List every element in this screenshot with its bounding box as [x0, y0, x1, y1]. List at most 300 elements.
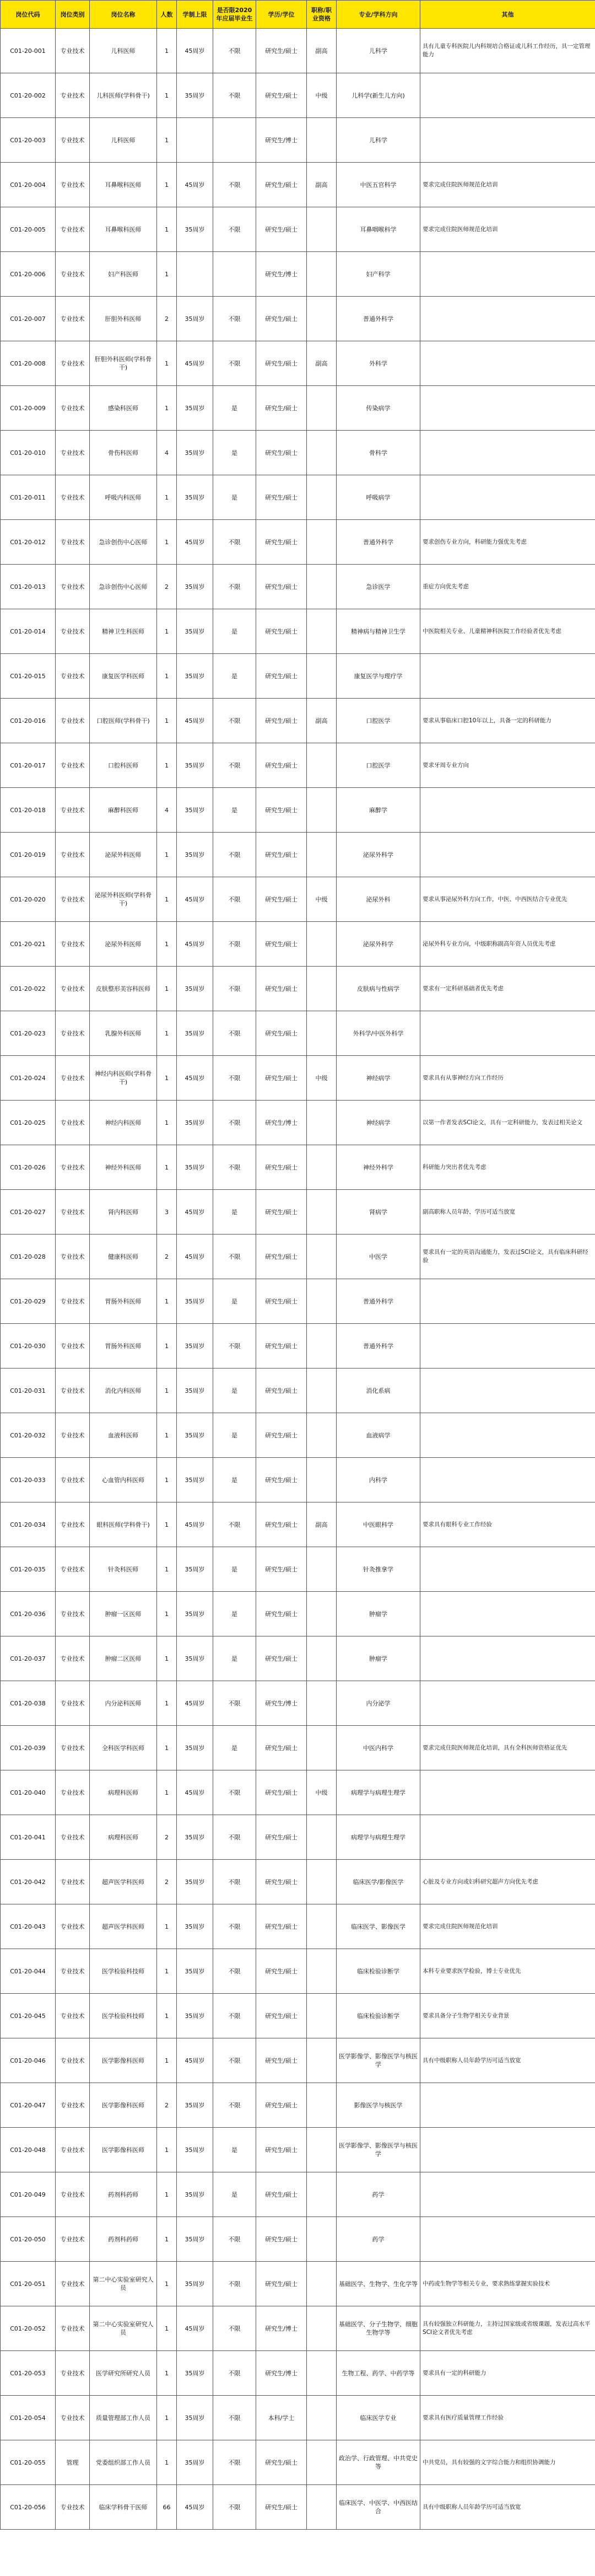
- cell-other: [420, 431, 595, 475]
- cell-major: 肿瘤学: [337, 1592, 420, 1636]
- cell-type: 专业技术: [56, 1815, 90, 1860]
- cell-other: 具有中级职称人员年龄学历可适当放宽: [420, 2038, 595, 2083]
- table-row: [1, 520, 595, 565]
- cell-degree: 研究生/硕士: [256, 1011, 307, 1056]
- cell-count: 1: [157, 1368, 177, 1413]
- cell-count: 1: [157, 1547, 177, 1592]
- cell-major: 急诊医学: [337, 565, 420, 609]
- cell-other: 要求具有一定的英语沟通能力，发表过SCI论文，具有临床科研经验: [420, 1235, 595, 1279]
- cell-degree: 研究生/硕士: [256, 2083, 307, 2128]
- cell-count: 1: [157, 2440, 177, 2485]
- cell-degree: 研究生/博士: [256, 118, 307, 163]
- cell-graduate: 不限: [213, 2485, 256, 2530]
- table-row: [1, 1681, 595, 1726]
- cell-degree: 研究生/硕士: [256, 2485, 307, 2530]
- cell-age: 35周岁: [177, 1145, 213, 1190]
- cell-count: 1: [157, 1011, 177, 1056]
- cell-major: 病理学与病理生理学: [337, 1770, 420, 1815]
- cell-degree: 研究生/硕士: [256, 877, 307, 922]
- table-row: [1, 475, 595, 520]
- cell-type: 专业技术: [56, 341, 90, 386]
- cell-degree: 研究生/硕士: [256, 520, 307, 565]
- cell-count: 2: [157, 1235, 177, 1279]
- cell-name: 康复医学科医师: [90, 654, 157, 699]
- cell-degree: 研究生/硕士: [256, 1770, 307, 1815]
- cell-graduate: 是: [213, 1636, 256, 1681]
- cell-age: 35周岁: [177, 2128, 213, 2172]
- cell-age: 35周岁: [177, 2396, 213, 2440]
- cell-count: 1: [157, 163, 177, 207]
- cell-count: 66: [157, 2485, 177, 2530]
- cell-count: 1: [157, 386, 177, 431]
- cell-major: 临床检验诊断学: [337, 1994, 420, 2038]
- cell-type: 专业技术: [56, 1681, 90, 1726]
- cell-name: 党委组织部工作人员: [90, 2440, 157, 2485]
- cell-graduate: 不限: [213, 207, 256, 252]
- cell-name: 针灸科医师: [90, 1547, 157, 1592]
- table-row: [1, 877, 595, 922]
- cell-major: 药学: [337, 2217, 420, 2262]
- cell-age: 35周岁: [177, 1994, 213, 2038]
- cell-type: 专业技术: [56, 1011, 90, 1056]
- cell-degree: 研究生/硕士: [256, 743, 307, 788]
- cell-type: 专业技术: [56, 1949, 90, 1994]
- cell-title: [307, 1458, 337, 1502]
- table-row: [1, 2440, 595, 2485]
- cell-count: 1: [157, 1770, 177, 1815]
- cell-type: 专业技术: [56, 2172, 90, 2217]
- cell-count: 1: [157, 2306, 177, 2351]
- cell-other: 要求完成住院医师规范化培训: [420, 163, 595, 207]
- cell-degree: 研究生/博士: [256, 1101, 307, 1145]
- cell-type: 专业技术: [56, 386, 90, 431]
- cell-major: 血液病学: [337, 1413, 420, 1458]
- cell-code: C01-20-028: [1, 1235, 56, 1279]
- cell-type: 专业技术: [56, 2306, 90, 2351]
- cell-code: C01-20-006: [1, 252, 56, 297]
- cell-degree: 研究生/硕士: [256, 1994, 307, 2038]
- header-major: 专业/学科方向: [337, 1, 420, 29]
- cell-major: 泌尿外科学: [337, 833, 420, 877]
- cell-graduate: 不限: [213, 341, 256, 386]
- table-row: [1, 1949, 595, 1994]
- cell-age: 35周岁: [177, 1904, 213, 1949]
- cell-name: 儿科医师: [90, 118, 157, 163]
- cell-title: [307, 2306, 337, 2351]
- table-row: [1, 654, 595, 699]
- cell-name: 第二中心实验室研究人员: [90, 2306, 157, 2351]
- cell-count: 1: [157, 2172, 177, 2217]
- cell-code: C01-20-033: [1, 1458, 56, 1502]
- cell-other: 具有较强独立科研能力，主持过国家级或省级课题，发表过高水平SCI论文者优先考虑: [420, 2306, 595, 2351]
- cell-graduate: 是: [213, 654, 256, 699]
- cell-name: 神经外科医师: [90, 1145, 157, 1190]
- cell-graduate: 不限: [213, 1101, 256, 1145]
- cell-degree: 研究生/硕士: [256, 475, 307, 520]
- table-row: [1, 1994, 595, 2038]
- cell-type: 专业技术: [56, 475, 90, 520]
- cell-major: 中医五官科学: [337, 163, 420, 207]
- cell-age: 35周岁: [177, 1324, 213, 1368]
- cell-name: 肿瘤一区医师: [90, 1592, 157, 1636]
- header-count: 人数: [157, 1, 177, 29]
- cell-name: 血液科医师: [90, 1413, 157, 1458]
- cell-other: 中医院相关专业、儿童精神科医院工作经验者优先考虑: [420, 609, 595, 654]
- header-position-name: 岗位名称: [90, 1, 157, 29]
- cell-age: 35周岁: [177, 609, 213, 654]
- cell-count: 4: [157, 788, 177, 833]
- cell-graduate: 不限: [213, 1815, 256, 1860]
- cell-type: 专业技术: [56, 743, 90, 788]
- cell-name: 第二中心实验室研究人员: [90, 2262, 157, 2306]
- cell-degree: 研究生/硕士: [256, 1949, 307, 1994]
- cell-other: [420, 252, 595, 297]
- cell-degree: 研究生/硕士: [256, 1547, 307, 1592]
- cell-name: 质量管理部工作人员: [90, 2396, 157, 2440]
- cell-name: 骨伤科医师: [90, 431, 157, 475]
- cell-name: 泌尿外科医师: [90, 833, 157, 877]
- cell-other: [420, 1547, 595, 1592]
- cell-code: C01-20-023: [1, 1011, 56, 1056]
- cell-count: 1: [157, 1681, 177, 1726]
- cell-graduate: 是: [213, 475, 256, 520]
- cell-age: 35周岁: [177, 2217, 213, 2262]
- cell-title: [307, 2440, 337, 2485]
- cell-other: [420, 2217, 595, 2262]
- header-degree: 学历/学位: [256, 1, 307, 29]
- cell-degree: 研究生/硕士: [256, 163, 307, 207]
- cell-title: [307, 743, 337, 788]
- cell-type: 专业技术: [56, 1235, 90, 1279]
- cell-code: C01-20-043: [1, 1904, 56, 1949]
- cell-major: 药学: [337, 2172, 420, 2217]
- cell-degree: 研究生/博士: [256, 2351, 307, 2396]
- cell-name: 肾内科医师: [90, 1190, 157, 1235]
- cell-code: C01-20-019: [1, 833, 56, 877]
- cell-type: 专业技术: [56, 2485, 90, 2530]
- cell-other: 要求创伤专业方向，科研能力强优先考虑: [420, 520, 595, 565]
- cell-name: 胃肠外科医师: [90, 1324, 157, 1368]
- cell-code: C01-20-032: [1, 1413, 56, 1458]
- cell-name: 病理科医师: [90, 1815, 157, 1860]
- cell-age: 35周岁: [177, 1101, 213, 1145]
- table-body: [1, 29, 595, 2530]
- cell-name: 超声医学科医师: [90, 1860, 157, 1904]
- cell-degree: 研究生/硕士: [256, 1502, 307, 1547]
- cell-title: [307, 2262, 337, 2306]
- cell-degree: 研究生/硕士: [256, 2217, 307, 2262]
- cell-name: 内分泌科医师: [90, 1681, 157, 1726]
- cell-age: 45周岁: [177, 1681, 213, 1726]
- cell-major: 外科学: [337, 341, 420, 386]
- table-row: [1, 118, 595, 163]
- cell-count: 1: [157, 207, 177, 252]
- cell-count: 2: [157, 1815, 177, 1860]
- table-row: [1, 2306, 595, 2351]
- cell-other: 要求具有眼科专业工作经验: [420, 1502, 595, 1547]
- cell-code: C01-20-009: [1, 386, 56, 431]
- cell-type: 专业技术: [56, 699, 90, 743]
- cell-degree: 研究生/硕士: [256, 1190, 307, 1235]
- cell-count: 1: [157, 609, 177, 654]
- cell-graduate: 不限: [213, 2396, 256, 2440]
- table-row: [1, 2038, 595, 2083]
- cell-age: 35周岁: [177, 1547, 213, 1592]
- cell-other: [420, 2172, 595, 2217]
- cell-major: 消化系病: [337, 1368, 420, 1413]
- cell-graduate: 是: [213, 386, 256, 431]
- cell-title: [307, 1681, 337, 1726]
- cell-major: 皮肤病与性病学: [337, 967, 420, 1011]
- table-row: [1, 1547, 595, 1592]
- cell-code: C01-20-044: [1, 1949, 56, 1994]
- cell-age: 35周岁: [177, 2083, 213, 2128]
- table-row: [1, 2217, 595, 2262]
- cell-degree: 研究生/硕士: [256, 73, 307, 118]
- cell-name: 超声医学科医师: [90, 1904, 157, 1949]
- cell-major: 儿科学(新生儿方向): [337, 73, 420, 118]
- cell-degree: 研究生/硕士: [256, 1860, 307, 1904]
- cell-name: 乳腺外科医师: [90, 1011, 157, 1056]
- table-row: [1, 431, 595, 475]
- cell-count: 1: [157, 475, 177, 520]
- cell-graduate: 不限: [213, 1681, 256, 1726]
- cell-age: 35周岁: [177, 743, 213, 788]
- cell-age: 35周岁: [177, 565, 213, 609]
- cell-age: 35周岁: [177, 1726, 213, 1770]
- cell-name: 医学检验科技师: [90, 1994, 157, 2038]
- table-row: [1, 2396, 595, 2440]
- cell-title: [307, 654, 337, 699]
- cell-type: 专业技术: [56, 2038, 90, 2083]
- cell-code: C01-20-015: [1, 654, 56, 699]
- cell-name: 神经内科医师: [90, 1101, 157, 1145]
- cell-age: 35周岁: [177, 1279, 213, 1324]
- cell-title: [307, 1949, 337, 1994]
- cell-age: 35周岁: [177, 431, 213, 475]
- cell-count: 1: [157, 1994, 177, 2038]
- cell-code: C01-20-035: [1, 1547, 56, 1592]
- table-row: [1, 207, 595, 252]
- cell-name: 药剂科药师: [90, 2172, 157, 2217]
- cell-major: 儿科学: [337, 29, 420, 73]
- cell-other: 心脏及专业方向或妇科研究超声方向优先考虑: [420, 1860, 595, 1904]
- cell-title: [307, 2038, 337, 2083]
- table-row: [1, 1011, 595, 1056]
- cell-title: [307, 2351, 337, 2396]
- cell-name: 神经内科医师(学科骨干): [90, 1056, 157, 1101]
- header-position-code: 岗位代码: [1, 1, 56, 29]
- cell-title: [307, 118, 337, 163]
- cell-age: 45周岁: [177, 2038, 213, 2083]
- cell-name: 急诊创伤中心医师: [90, 565, 157, 609]
- cell-degree: 研究生/硕士: [256, 565, 307, 609]
- cell-code: C01-20-027: [1, 1190, 56, 1235]
- cell-name: 皮肤整形美容科医师: [90, 967, 157, 1011]
- header-age-limit: 学制上限: [177, 1, 213, 29]
- cell-degree: 研究生/硕士: [256, 386, 307, 431]
- cell-degree: 研究生/硕士: [256, 297, 307, 341]
- cell-name: 医学研究所研究人员: [90, 2351, 157, 2396]
- table-row: [1, 1413, 595, 1458]
- cell-code: C01-20-053: [1, 2351, 56, 2396]
- cell-major: 生物工程、药学、中药学等: [337, 2351, 420, 2396]
- cell-name: 肿瘤二区医师: [90, 1636, 157, 1681]
- cell-major: 神经病学: [337, 1056, 420, 1101]
- cell-type: 专业技术: [56, 1636, 90, 1681]
- cell-degree: 研究生/硕士: [256, 1056, 307, 1101]
- table-row: [1, 1145, 595, 1190]
- cell-name: 耳鼻喉科医师: [90, 207, 157, 252]
- cell-age: 35周岁: [177, 967, 213, 1011]
- cell-graduate: 是: [213, 1592, 256, 1636]
- cell-code: C01-20-055: [1, 2440, 56, 2485]
- cell-age: 45周岁: [177, 699, 213, 743]
- cell-graduate: 不限: [213, 922, 256, 967]
- cell-degree: 研究生/硕士: [256, 609, 307, 654]
- cell-major: 临床医学专业: [337, 2396, 420, 2440]
- cell-major: 病理学与病理生理学: [337, 1815, 420, 1860]
- cell-degree: 研究生/硕士: [256, 2172, 307, 2217]
- cell-title: [307, 833, 337, 877]
- cell-count: 1: [157, 654, 177, 699]
- cell-count: 2: [157, 565, 177, 609]
- cell-count: 1: [157, 1458, 177, 1502]
- cell-type: 专业技术: [56, 1860, 90, 1904]
- cell-type: 专业技术: [56, 609, 90, 654]
- cell-graduate: 不限: [213, 163, 256, 207]
- cell-degree: 研究生/硕士: [256, 788, 307, 833]
- cell-age: 35周岁: [177, 788, 213, 833]
- cell-title: [307, 967, 337, 1011]
- cell-type: 专业技术: [56, 1056, 90, 1101]
- cell-title: [307, 252, 337, 297]
- cell-graduate: 不限: [213, 743, 256, 788]
- cell-title: [307, 2485, 337, 2530]
- cell-age: 45周岁: [177, 877, 213, 922]
- cell-type: 专业技术: [56, 207, 90, 252]
- cell-degree: 研究生/硕士: [256, 1413, 307, 1458]
- cell-other: 本科专业要求医学检验，博士专业优先: [420, 1949, 595, 1994]
- cell-count: 1: [157, 1726, 177, 1770]
- cell-graduate: 是: [213, 2172, 256, 2217]
- table-row: [1, 29, 595, 73]
- cell-other: [420, 654, 595, 699]
- cell-degree: 研究生/硕士: [256, 654, 307, 699]
- cell-type: 专业技术: [56, 1190, 90, 1235]
- cell-other: 科研能力突出者优先考虑: [420, 1145, 595, 1190]
- cell-degree: 研究生/硕士: [256, 2440, 307, 2485]
- cell-major: 外科学/中医外科学: [337, 1011, 420, 1056]
- cell-count: 1: [157, 2038, 177, 2083]
- cell-title: [307, 609, 337, 654]
- cell-name: 妇产科医师: [90, 252, 157, 297]
- table-row: [1, 2083, 595, 2128]
- cell-major: 口腔医学: [337, 699, 420, 743]
- cell-type: 专业技术: [56, 967, 90, 1011]
- cell-title: [307, 431, 337, 475]
- cell-code: C01-20-021: [1, 922, 56, 967]
- cell-name: 肝胆外科医师: [90, 297, 157, 341]
- cell-code: C01-20-024: [1, 1056, 56, 1101]
- table-row: [1, 1458, 595, 1502]
- cell-title: [307, 2217, 337, 2262]
- cell-code: C01-20-010: [1, 431, 56, 475]
- cell-title: [307, 2396, 337, 2440]
- cell-graduate: 不限: [213, 877, 256, 922]
- table-row: [1, 2128, 595, 2172]
- cell-name: 泌尿外科医师(学科骨干): [90, 877, 157, 922]
- cell-name: 精神卫生科医师: [90, 609, 157, 654]
- cell-major: 康复医学与理疗学: [337, 654, 420, 699]
- cell-age: 45周岁: [177, 520, 213, 565]
- cell-other: [420, 118, 595, 163]
- cell-code: C01-20-031: [1, 1368, 56, 1413]
- cell-count: 1: [157, 1145, 177, 1190]
- table-row: [1, 1592, 595, 1636]
- cell-other: 要求具备分子生物学相关专业背景: [420, 1994, 595, 2038]
- cell-code: C01-20-020: [1, 877, 56, 922]
- cell-graduate: 是: [213, 2128, 256, 2172]
- table-row: [1, 2172, 595, 2217]
- cell-count: 1: [157, 1279, 177, 1324]
- cell-degree: 研究生/硕士: [256, 1324, 307, 1368]
- cell-count: 1: [157, 1949, 177, 1994]
- cell-major: 神经病学: [337, 1101, 420, 1145]
- cell-code: C01-20-012: [1, 520, 56, 565]
- cell-count: 1: [157, 1502, 177, 1547]
- header-other: 其他: [420, 1, 595, 29]
- cell-name: 医学影像科医师: [90, 2038, 157, 2083]
- cell-name: 口腔科医师: [90, 743, 157, 788]
- cell-count: 1: [157, 1904, 177, 1949]
- cell-major: 临床检验诊断学: [337, 1949, 420, 1994]
- cell-graduate: 是: [213, 1368, 256, 1413]
- cell-degree: 研究生/硕士: [256, 2038, 307, 2083]
- cell-age: 35周岁: [177, 475, 213, 520]
- cell-name: 全科医学科医师: [90, 1726, 157, 1770]
- cell-title: [307, 788, 337, 833]
- cell-type: 专业技术: [56, 1592, 90, 1636]
- cell-degree: 研究生/博士: [256, 252, 307, 297]
- cell-major: 针灸推拿学: [337, 1547, 420, 1592]
- cell-title: [307, 1726, 337, 1770]
- cell-age: 45周岁: [177, 1190, 213, 1235]
- cell-degree: 研究生/硕士: [256, 1815, 307, 1860]
- cell-major: 泌尿外科学: [337, 922, 420, 967]
- cell-title: [307, 1279, 337, 1324]
- cell-title: [307, 1190, 337, 1235]
- cell-title: [307, 1235, 337, 1279]
- cell-age: 35周岁: [177, 1592, 213, 1636]
- cell-count: 1: [157, 2351, 177, 2396]
- cell-name: 心血管内科医师: [90, 1458, 157, 1502]
- cell-code: C01-20-047: [1, 2083, 56, 2128]
- cell-title: [307, 1101, 337, 1145]
- cell-name: 感染科医师: [90, 386, 157, 431]
- cell-graduate: 不限: [213, 2440, 256, 2485]
- cell-name: 药剂科药师: [90, 2217, 157, 2262]
- cell-graduate: 不限: [213, 699, 256, 743]
- cell-graduate: 不限: [213, 1145, 256, 1190]
- cell-name: 眼科医师(学科骨干): [90, 1502, 157, 1547]
- cell-type: 专业技术: [56, 1324, 90, 1368]
- cell-title: [307, 1368, 337, 1413]
- cell-code: C01-20-042: [1, 1860, 56, 1904]
- cell-title: 副高: [307, 699, 337, 743]
- table-row: [1, 1190, 595, 1235]
- cell-type: 专业技术: [56, 788, 90, 833]
